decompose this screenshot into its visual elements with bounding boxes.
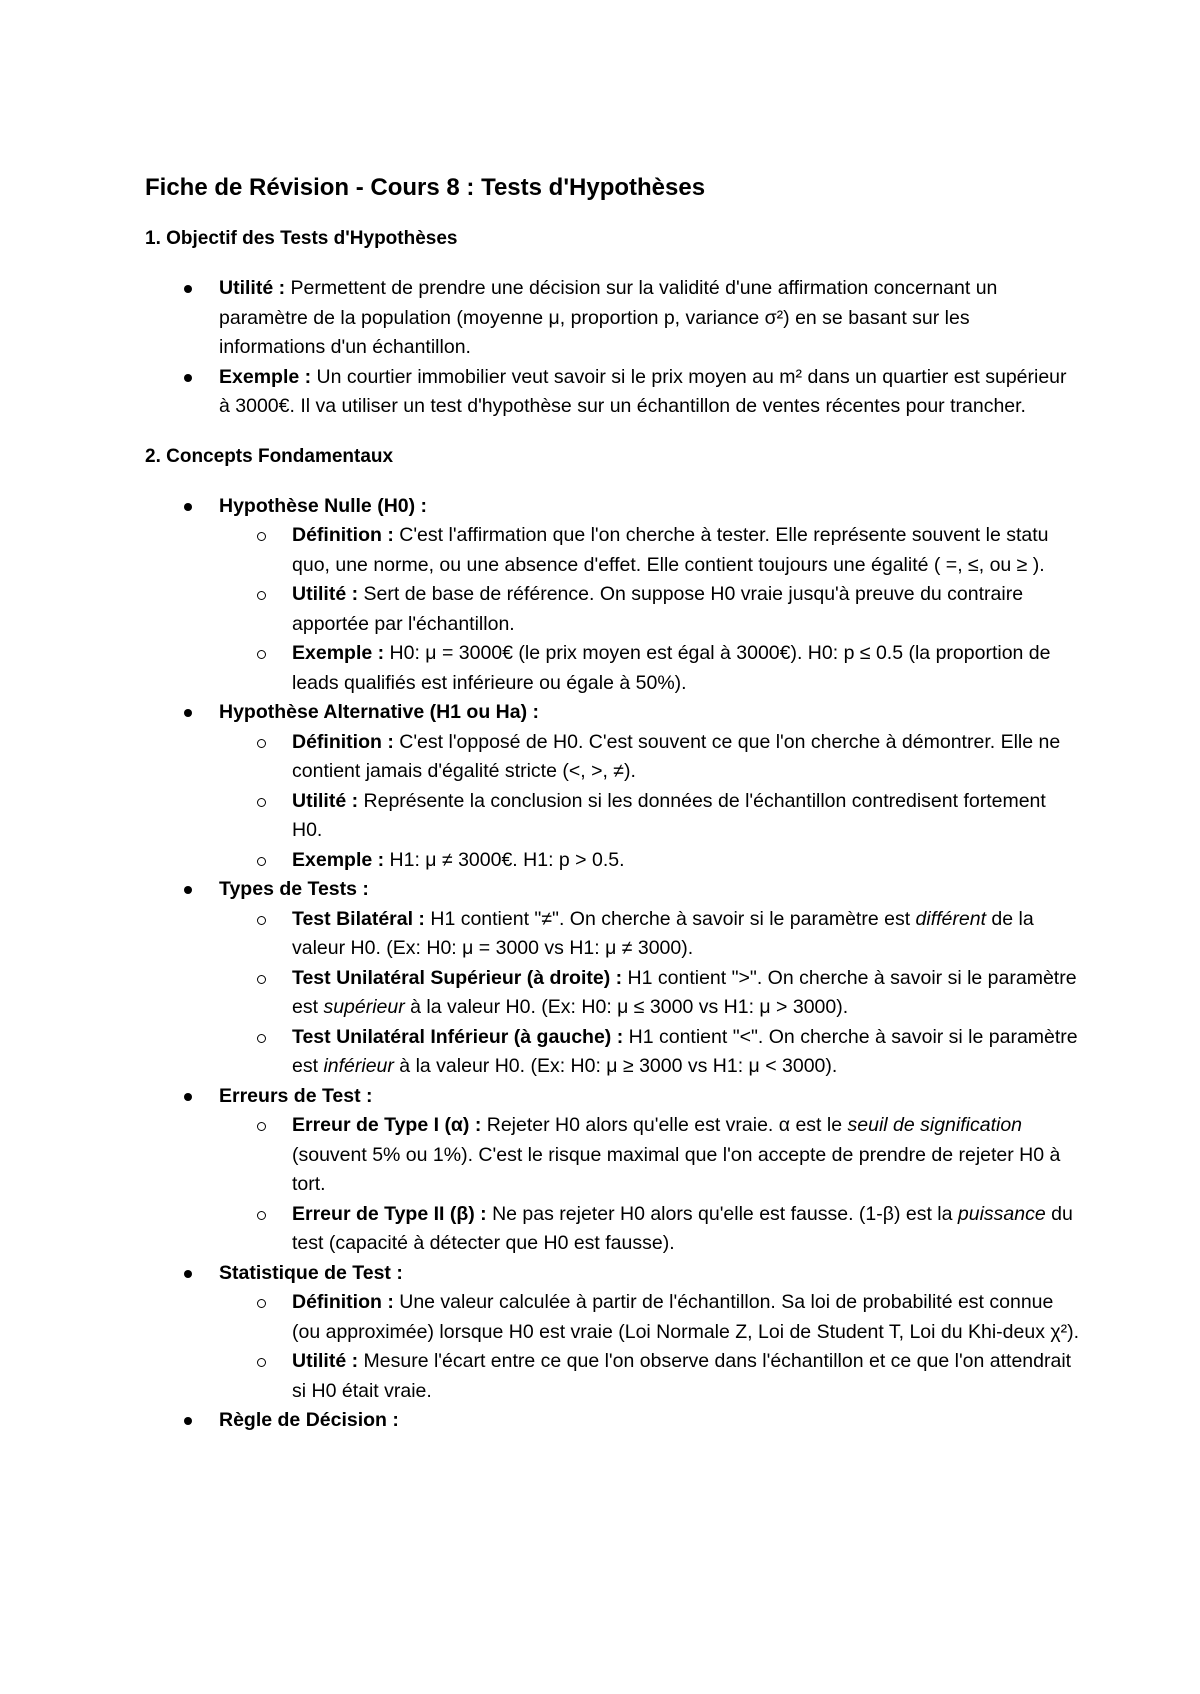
- sublist-item: [145, 728, 1080, 787]
- section-heading-objectif: 1. Objectif des Tests d'Hypothèses: [145, 228, 458, 249]
- sub-emphasis: puissance: [957, 1202, 1046, 1225]
- bullet-icon: [184, 285, 192, 293]
- hollow-bullet-icon: [257, 916, 266, 925]
- sub-text: à la valeur H0. (Ex: H0: μ ≤ 3000 vs H1: μ > 3000).: [404, 996, 849, 1018]
- sub-label: Utilité :: [292, 583, 359, 605]
- sub-text: Représente la conclusion si les données de l'échantillon contredisent fortement H0.: [292, 789, 1046, 841]
- sub-label: Exemple :: [292, 642, 385, 664]
- sub-text: du test (capacité à détecter que H0 est fausse).: [292, 1202, 1073, 1254]
- sub-label: Erreur de Type II (β) :: [292, 1202, 487, 1225]
- sub-label: Définition :: [292, 524, 394, 546]
- sublist-item: [145, 580, 1080, 639]
- list-item-h1: [145, 698, 1080, 875]
- section-heading-concepts: 2. Concepts Fondamentaux: [145, 445, 394, 467]
- hollow-bullet-icon: [257, 739, 266, 748]
- sublist-item: [145, 1347, 1080, 1406]
- bullet-icon: [184, 1270, 192, 1278]
- list-item-errors: [145, 1082, 1080, 1259]
- bullet-icon: [184, 374, 192, 382]
- sub-text: Sert de base de référence. On suppose H0 vraie jusqu'à preuve du contraire apportée par l'échantillon.: [292, 583, 1024, 635]
- sub-text: H1 contient "≠". On cherche à savoir si le paramètre est: [424, 907, 916, 930]
- sub-label: Définition :: [292, 730, 394, 753]
- hollow-bullet-icon: [257, 532, 266, 541]
- sublist: [145, 1288, 1080, 1406]
- bullet-icon: [184, 1417, 192, 1425]
- sublist-item: [145, 1111, 1080, 1200]
- sub-label: Test Bilatéral :: [292, 907, 425, 930]
- sub-text: C'est l'affirmation que l'on cherche à tester. Elle représente souvent le statu quo, une norme, ou une absence d'effet. Elle contient toujours une égalité ( =, ≤, ou ≥ ).: [292, 524, 1049, 576]
- list-item-h0: [145, 492, 1080, 699]
- item-label: Exemple :: [219, 365, 312, 388]
- sub-text: H1 contient ">". On cherche à savoir si le paramètre est: [292, 966, 1077, 1018]
- sub-text: H1 contient "<". On cherche à savoir si le paramètre est: [292, 1025, 1078, 1077]
- sub-label: Erreur de Type I (α) :: [292, 1114, 482, 1136]
- sub-text: Ne pas rejeter H0 alors qu'elle est fausse. (1-β) est la: [486, 1202, 958, 1225]
- sublist: [145, 905, 1080, 1082]
- list-item-decision: [145, 1406, 1080, 1436]
- sub-label: Utilité :: [292, 789, 359, 812]
- bullet-icon: [184, 886, 192, 894]
- hollow-bullet-icon: [257, 650, 266, 659]
- hollow-bullet-icon: [257, 1034, 266, 1043]
- sub-text: H0: μ = 3000€ (le prix moyen est égal à 3000€). H0: p ≤ 0.5 (la proportion de leads qualifiés est inférieure ou égale à 50%).: [292, 642, 1051, 694]
- sub-label: Utilité :: [292, 1350, 359, 1372]
- sub-text: C'est l'opposé de H0. C'est souvent ce que l'on cherche à démontrer. Elle ne contient jamais d'égalité stricte (<, >, ≠).: [292, 730, 1061, 782]
- sublist: [145, 728, 1080, 876]
- sub-text: (souvent 5% ou 1%). C'est le risque maximal que l'on accepte de prendre de rejeter H0 à tort.: [292, 1143, 1061, 1195]
- sublist-item: [145, 787, 1080, 846]
- sublist-item: [145, 639, 1080, 698]
- item-label: Hypothèse Nulle (H0) :: [219, 494, 428, 517]
- sublist-item: [145, 1023, 1080, 1082]
- sublist-item: [145, 905, 1080, 964]
- sub-emphasis: supérieur: [323, 996, 405, 1018]
- sublist-item: [145, 521, 1080, 580]
- sub-text: à la valeur H0. (Ex: H0: μ ≥ 3000 vs H1: μ < 3000).: [393, 1055, 838, 1077]
- sublist-item: [145, 846, 1080, 876]
- sub-text: Rejeter H0 alors qu'elle est vraie. α est le: [481, 1114, 848, 1136]
- list-item: [145, 274, 1080, 363]
- sub-text: H1: μ ≠ 3000€. H1: p > 0.5.: [384, 848, 625, 871]
- sub-text: Une valeur calculée à partir de l'échantillon. Sa loi de probabilité est connue (ou approximée) lorsque H0 est vraie (Loi Normale Z, Loi de Student T, Loi du Khi-deux χ²).: [292, 1291, 1080, 1343]
- item-label: Statistique de Test :: [219, 1261, 403, 1284]
- sub-emphasis: différent: [915, 907, 987, 930]
- hollow-bullet-icon: [257, 1299, 266, 1308]
- item-label: Erreurs de Test :: [219, 1084, 373, 1107]
- objectif-list: [145, 274, 1080, 422]
- sublist-item: [145, 1200, 1080, 1259]
- sub-text: Mesure l'écart entre ce que l'on observe dans l'échantillon et ce que l'on attendrait si H0 était vraie.: [292, 1350, 1072, 1402]
- sub-label: Test Unilatéral Inférieur (à gauche) :: [292, 1025, 624, 1048]
- hollow-bullet-icon: [257, 798, 266, 807]
- sublist-item: [145, 964, 1080, 1023]
- bullet-icon: [184, 709, 192, 717]
- sub-label: Exemple :: [292, 848, 385, 871]
- hollow-bullet-icon: [257, 1358, 266, 1367]
- sublist-item: [145, 1288, 1080, 1347]
- item-label: Utilité :: [219, 277, 286, 299]
- item-label: Types de Tests :: [219, 878, 369, 900]
- sub-label: Test Unilatéral Supérieur (à droite) :: [292, 966, 623, 989]
- item-label: Hypothèse Alternative (H1 ou Ha) :: [219, 701, 539, 723]
- hollow-bullet-icon: [257, 857, 266, 866]
- sub-text: de la valeur H0. (Ex: H0: μ = 3000 vs H1: μ ≠ 3000).: [292, 907, 1034, 959]
- sub-label: Définition :: [292, 1291, 394, 1313]
- item-text: Permettent de prendre une décision sur la validité d'une affirmation concernant un paramètre de la population (moyenne μ, proportion p, variance σ²) en se basant sur les informations d'un échantillon.: [219, 277, 998, 358]
- hollow-bullet-icon: [257, 1211, 266, 1220]
- sub-emphasis: inférieur: [323, 1055, 394, 1077]
- hollow-bullet-icon: [257, 975, 266, 984]
- hollow-bullet-icon: [257, 591, 266, 600]
- list-item: [145, 363, 1080, 422]
- list-item-types: [145, 875, 1080, 1082]
- concepts-list: [145, 492, 1080, 1436]
- list-item-statistic: [145, 1259, 1080, 1407]
- page-title: Fiche de Révision - Cours 8 : Tests d'Hypothèses: [145, 174, 706, 201]
- bullet-icon: [184, 503, 192, 511]
- sublist: [145, 521, 1080, 698]
- bullet-icon: [184, 1093, 192, 1101]
- sub-emphasis: seuil de signification: [847, 1114, 1023, 1136]
- item-label: Règle de Décision :: [219, 1409, 399, 1431]
- item-text: Un courtier immobilier veut savoir si le prix moyen au m² dans un quartier est supérieur à 3000€. Il va utiliser un test d'hypothèse sur un échantillon de ventes récentes pour trancher.: [219, 365, 1067, 417]
- sublist: [145, 1111, 1080, 1259]
- hollow-bullet-icon: [257, 1122, 266, 1131]
